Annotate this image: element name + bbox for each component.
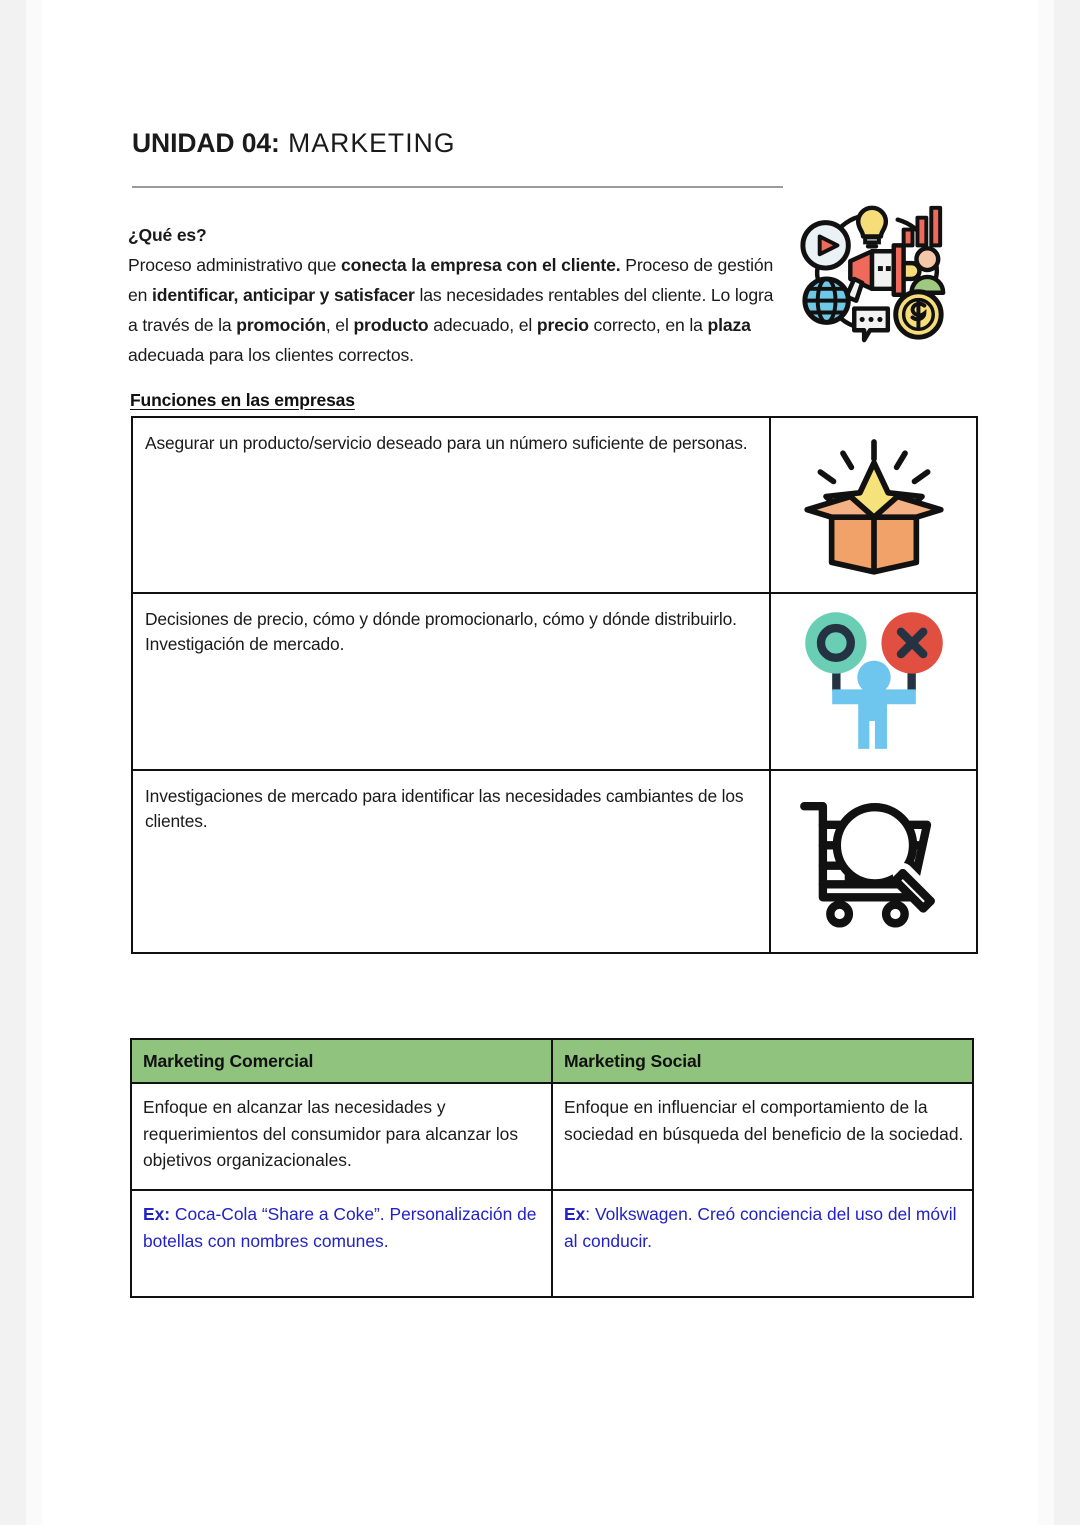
comparison-header-row (131, 1039, 973, 1083)
table-row (131, 1083, 973, 1190)
page-title-unit: UNIDAD 04: (132, 128, 280, 158)
chat-bubble-icon (854, 309, 888, 341)
intro-bold-run: conecta la empresa con el cliente. (341, 255, 621, 275)
social-example (552, 1190, 973, 1297)
person-with-yes-no-signs-icon (770, 593, 977, 770)
function-text-2: Decisiones de precio, cómo y dónde promocionarlo, cómo y dónde distribuirlo. Investigación de mercado. (132, 593, 770, 770)
function-text-1: Asegurar un producto/servicio deseado para un número suficiente de personas. (132, 417, 770, 593)
shopping-cart-search-icon (770, 770, 977, 953)
example-text-left: Coca-Cola “Share a Coke”. Personalización de botellas con nombres comunes. (143, 1204, 537, 1251)
commercial-description: Enfoque en alcanzar las necesidades y requerimientos del consumidor para alcanzar los objetivos organizacionales. (131, 1083, 552, 1190)
intro-paragraph (128, 250, 783, 370)
section-heading-functions: Funciones en las empresas (130, 390, 355, 410)
page-title-subject: MARKETING (279, 128, 456, 158)
function-text-3: Investigaciones de mercado para identificar las necesidades cambiantes de los clientes. (132, 770, 770, 953)
intro-bold-run: promoción (236, 315, 326, 335)
intro-bold-run: precio (536, 315, 589, 335)
intro-bold-run: plaza (707, 315, 751, 335)
table-row (132, 770, 977, 953)
comparison-table (130, 1038, 974, 1298)
intro-text-run: Proceso de gestión en (128, 255, 774, 305)
table-row (131, 1190, 973, 1297)
page-title (132, 128, 456, 159)
title-divider (132, 186, 783, 188)
intro-bold-run: identificar, anticipar y satisfacer (152, 285, 415, 305)
intro-text-run: las necesidades rentables del cliente. Lo logra a través de la (128, 285, 774, 335)
column-header-social: Marketing Social (552, 1039, 973, 1083)
lightbulb-icon (858, 208, 886, 247)
intro-text-run: , el (325, 315, 354, 335)
marketing-network-icon (795, 193, 953, 353)
what-is-label: ¿Qué es? (128, 225, 207, 245)
table-row (132, 417, 977, 593)
globe-icon (805, 279, 848, 322)
table-row (132, 593, 977, 770)
intro-bold-run: producto (353, 315, 429, 335)
dollar-coin-icon (896, 292, 941, 337)
social-description: Enfoque en influenciar el comportamiento de la sociedad en búsqueda del beneficio de la sociedad. (552, 1083, 973, 1190)
example-label-left: Ex: (143, 1204, 171, 1224)
intro-text-run: adecuado, el (428, 315, 537, 335)
intro-text-run: correcto, en la (588, 315, 708, 335)
example-label-right: Ex (564, 1204, 586, 1224)
example-text-right: : Volkswagen. Creó conciencia del uso del móvil al conducir. (564, 1204, 957, 1251)
box-with-star-icon (770, 417, 977, 593)
intro-text-run: Proceso administrativo que (128, 255, 342, 275)
commercial-example (131, 1190, 552, 1297)
column-header-commercial: Marketing Comercial (131, 1039, 552, 1083)
intro-text-run: adecuada para los clientes correctos. (128, 345, 414, 365)
functions-table (131, 416, 978, 954)
